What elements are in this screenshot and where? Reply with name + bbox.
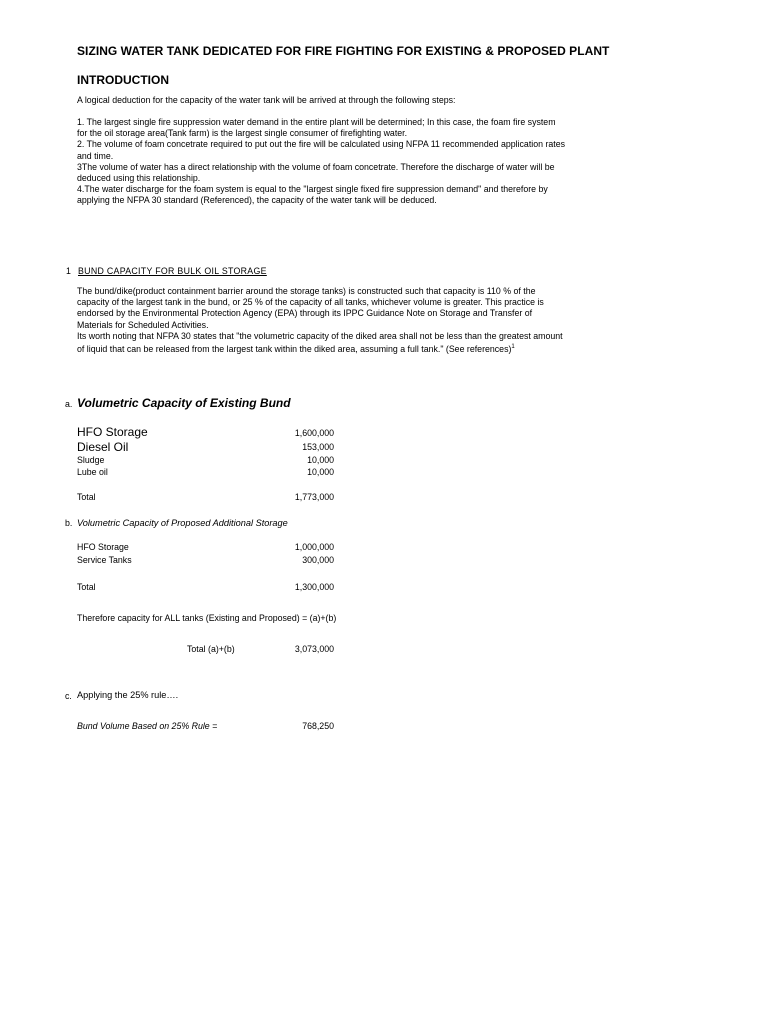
step-item: 2. The volume of foam concetrate required to put out the fire will be calculated using NFPA 11 recommended application rates and time. — [77, 139, 566, 161]
total-value: 1,773,000 — [294, 492, 334, 502]
therefore-statement: Therefore capacity for ALL tanks (Existing and Proposed) = (a)+(b) — [77, 613, 337, 623]
document-title: SIZING WATER TANK DEDICATED FOR FIRE FIGHTING FOR EXISTING & PROPOSED PLANT — [77, 44, 610, 58]
step-item: 1. The largest single fire suppression water demand in the entire plant will be determined; In this case, the foam fire system for the oil storage area(Tank farm) is the largest single consumer of firefighting water. — [77, 117, 556, 139]
section-title: BUND CAPACITY FOR BULK OIL STORAGE — [78, 266, 267, 276]
rule-value: 768,250 — [302, 721, 334, 731]
total-label: Total — [77, 582, 96, 592]
footnote-mark: 1 — [511, 344, 515, 351]
section-paragraph: The bund/dike(product containment barrier around the storage tanks) is constructed such that capacity is 110 % of the capacity of the largest tank in the bund, or 25 % of the capacity of all tanks, whichever volume is greater. This practice is endorsed by the Environmental Protection Agency (EPA) through its IPPC Guidance Note on Storage and Transfer of Materials for Scheduled Activities. — [77, 286, 544, 330]
step-item: 3The volume of water has a direct relationship with the volume of foam concetrate. Therefore the discharge of water will be deduced using this relationship. — [77, 161, 555, 184]
part-b-heading: Volumetric Capacity of Proposed Additional Storage — [77, 518, 288, 528]
table-row-label: Service Tanks — [77, 555, 132, 565]
table-row-label: HFO Storage — [77, 542, 129, 552]
table-row-label: Diesel Oil — [77, 440, 129, 454]
part-b-letter: b. — [65, 518, 73, 528]
part-c-heading: Applying the 25% rule…. — [77, 690, 179, 700]
table-row-value: 300,000 — [302, 555, 334, 565]
section-number: 1 — [66, 266, 71, 276]
table-row-value: 153,000 — [302, 442, 334, 452]
part-a-heading: Volumetric Capacity of Existing Bund — [77, 396, 291, 410]
grand-total-label: Total (a)+(b) — [187, 644, 235, 654]
part-a-letter: a. — [65, 399, 73, 409]
total-label: Total — [77, 492, 96, 502]
table-row-label: Sludge — [77, 455, 105, 465]
table-row-value: 1,600,000 — [294, 428, 334, 438]
rule-label: Bund Volume Based on 25% Rule = — [77, 721, 218, 731]
table-row-value: 10,000 — [307, 467, 334, 477]
table-row-label: Lube oil — [77, 467, 108, 477]
step-item: 4.The water discharge for the foam system is equal to the "largest single fixed fire suppression demand" and therefore by applying the NFPA 30 standard (Referenced), the capacity of the water tank will be deduced. — [77, 184, 548, 206]
introduction-lead: A logical deduction for the capacity of the water tank will be arrived at through the following steps: — [77, 95, 456, 105]
section-body — [77, 286, 567, 355]
steps-list — [77, 117, 567, 207]
section-paragraph-nfpa: Its worth noting that NFPA 30 states that "the volumetric capacity of the diked area shall not be less than the greatest amount of liquid that can be released from the largest tank within the diked area, assuming a full tank." (See references)$^1$ — [77, 330, 563, 354]
introduction-heading: INTRODUCTION — [77, 73, 169, 87]
part-c-letter: c. — [65, 691, 72, 701]
grand-total-value: 3,073,000 — [294, 644, 334, 654]
table-row-value: 10,000 — [307, 455, 334, 465]
table-row-label: HFO Storage — [77, 425, 148, 439]
table-row-value: 1,000,000 — [294, 542, 334, 552]
total-value: 1,300,000 — [294, 582, 334, 592]
